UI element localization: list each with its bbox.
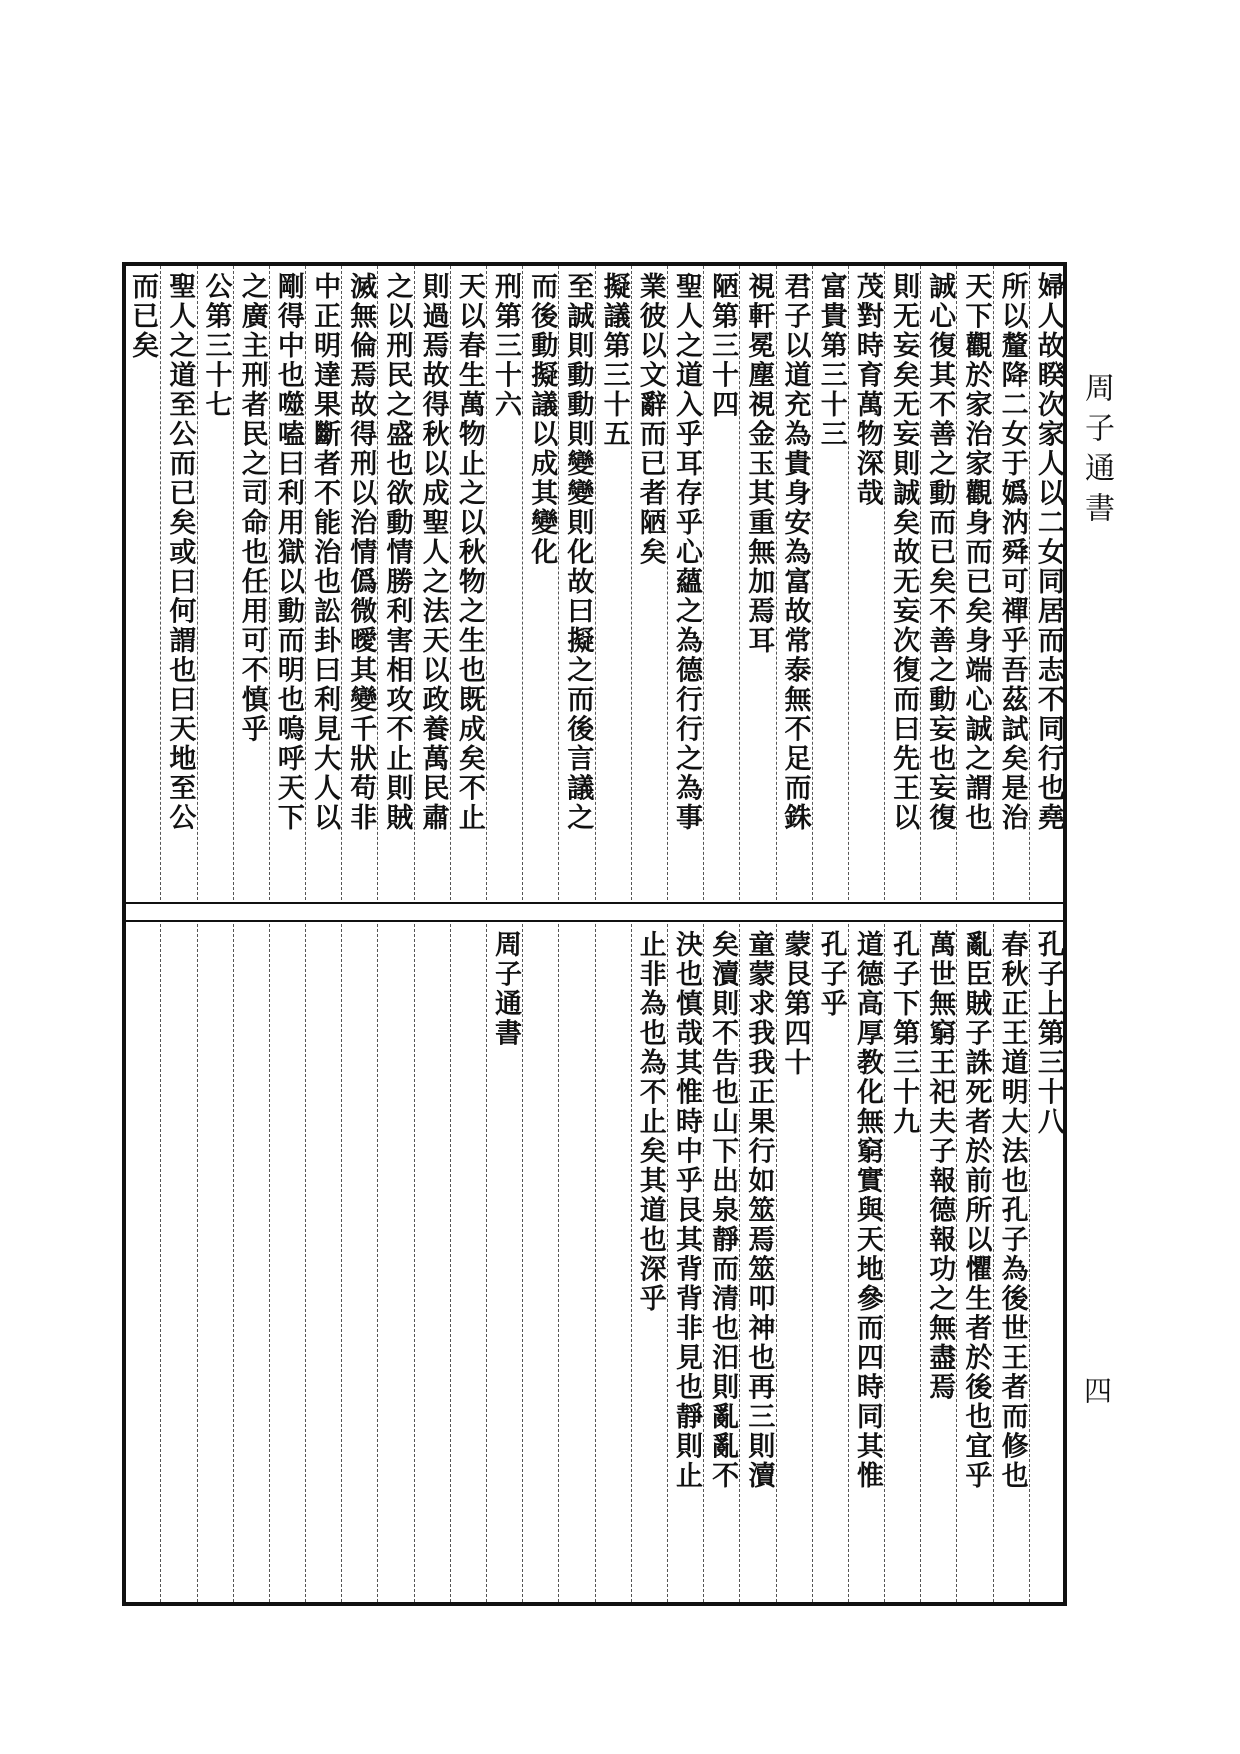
text-column (341, 266, 377, 900)
section-heading: 孔子下第三十九 (888, 930, 920, 1137)
text-column (739, 266, 775, 900)
column-text: 孔子乎 (815, 930, 847, 1019)
end-title: 周子通書 (490, 930, 521, 1048)
section-heading: 蒙艮第四十 (779, 930, 811, 1078)
column-text: 滅無倫焉故得刑以治情僞微曖其變千狀苟非 (345, 272, 377, 833)
column-text: 聖人之道入乎耳存乎心蘊之為德行行之為事 (670, 272, 702, 833)
column-text: 視軒冕塵視金玉其重無加焉耳 (743, 272, 775, 656)
section-heading: 孔子上第三十八 (1032, 930, 1064, 1137)
column-text: 中正明達果斷者不能治也訟卦曰利見大人以 (309, 272, 341, 833)
empty-column (160, 924, 196, 1602)
empty-column (522, 924, 558, 1602)
text-column (739, 924, 775, 1602)
section-heading: 擬議第三十五 (598, 272, 630, 449)
empty-column (450, 924, 486, 1602)
column-text: 萬世無窮王祀夫子報德報功之無盡焉 (924, 930, 956, 1402)
column-text: 決也慎哉其惟時中乎艮其背背非見也靜則止 (670, 930, 702, 1491)
column-text: 君子以道充為貴身安為富故常泰無不足而銖 (779, 272, 811, 833)
text-column (920, 266, 956, 900)
text-column (558, 266, 594, 900)
section-heading-column (703, 266, 739, 900)
empty-column (197, 924, 233, 1602)
section-heading: 刑第三十六 (490, 272, 521, 420)
column-text: 而後動擬議以成其變化 (526, 272, 558, 567)
empty-column (558, 924, 594, 1602)
column-text: 之廣主刑者民之司命也任用可不慎乎 (236, 272, 268, 744)
section-heading-column (884, 924, 920, 1602)
text-column (993, 924, 1029, 1602)
column-text: 矣瀆則不告也山下出泉靜而清也汨則亂亂不 (707, 930, 739, 1491)
fold-divider-bottom (122, 920, 1067, 922)
column-text: 童蒙求我我正果行如筮焉筮叩神也再三則瀆 (743, 930, 775, 1491)
section-heading: 公第三十七 (200, 272, 232, 420)
section-heading-column (595, 266, 631, 900)
empty-column (305, 924, 341, 1602)
column-text: 而已矣 (127, 272, 159, 361)
end-title-column (486, 924, 522, 1602)
text-column (124, 266, 160, 900)
empty-column (341, 924, 377, 1602)
column-text: 誠心復其不善之動而已矣不善之動妄也妄復 (924, 272, 956, 833)
text-column (703, 924, 739, 1602)
column-text: 道德高厚教化無窮實與天地參而四時同其惟 (851, 930, 883, 1491)
text-column (884, 266, 920, 900)
column-text: 業彼以文辭而已者陋矣 (634, 272, 666, 567)
section-heading-column (812, 266, 848, 900)
empty-column (233, 924, 269, 1602)
section-heading-column (486, 266, 522, 900)
lower-half-page (124, 924, 1065, 1602)
section-heading-column (776, 924, 812, 1602)
column-text: 春秋正王道明大法也孔子為後世王者而修也 (996, 930, 1028, 1491)
column-text: 之以刑民之盛也欲動情勝利害相攻不止則賊 (381, 272, 413, 833)
column-text: 至誠則動動則變變則化故曰擬之而後言議之 (562, 272, 594, 833)
text-column (631, 266, 667, 900)
column-text: 剛得中也噬嗑曰利用獄以動而明也嗚呼天下 (272, 272, 304, 833)
text-column (812, 924, 848, 1602)
text-column (956, 266, 992, 900)
text-column (667, 266, 703, 900)
upper-half-page (124, 266, 1065, 900)
column-text: 天下觀於家治家觀身而已矣身端心誠之謂也 (960, 272, 992, 833)
text-column (956, 924, 992, 1602)
column-text: 亂臣賊子誅死者於前所以懼生者於後也宜乎 (960, 930, 992, 1491)
section-heading: 富貴第三十三 (815, 272, 847, 449)
page-number: 四 (1080, 1376, 1113, 1404)
text-column (776, 266, 812, 900)
column-text: 所以釐降二女于嬀汭舜可禪乎吾茲試矣是治 (996, 272, 1028, 833)
text-column (233, 266, 269, 900)
text-column (848, 266, 884, 900)
text-column (269, 266, 305, 900)
column-text: 聖人之道至公而已矣或曰何謂也曰天地至公 (164, 272, 196, 833)
text-column (920, 924, 956, 1602)
section-heading: 陋第三十四 (707, 272, 739, 420)
text-column (631, 924, 667, 1602)
section-heading-column (197, 266, 233, 900)
text-column (414, 266, 450, 900)
text-column (305, 266, 341, 900)
column-text: 婦人故睽次家人以二女同居而志不同行也堯 (1032, 272, 1064, 833)
column-text: 則過焉故得秋以成聖人之法天以政養萬民肅 (417, 272, 449, 833)
text-column (667, 924, 703, 1602)
text-column (1029, 266, 1065, 900)
column-text: 天以春生萬物止之以秋物之生也既成矣不止 (453, 272, 485, 833)
text-column (522, 266, 558, 900)
column-text: 則无妄矣无妄則誠矣故无妄次復而曰先王以 (888, 272, 920, 833)
empty-column (124, 924, 160, 1602)
text-column (377, 266, 413, 900)
text-column (160, 266, 196, 900)
margin-title: 周子通書 (1079, 372, 1114, 532)
fold-divider-top (122, 902, 1067, 904)
text-column (993, 266, 1029, 900)
section-heading-column (1029, 924, 1065, 1602)
empty-column (595, 924, 631, 1602)
column-text: 茂對時育萬物深哉 (851, 272, 883, 508)
empty-column (269, 924, 305, 1602)
column-text: 止非為也為不止矣其道也深乎 (634, 930, 666, 1314)
empty-column (414, 924, 450, 1602)
text-column (450, 266, 486, 900)
text-column (848, 924, 884, 1602)
empty-column (377, 924, 413, 1602)
